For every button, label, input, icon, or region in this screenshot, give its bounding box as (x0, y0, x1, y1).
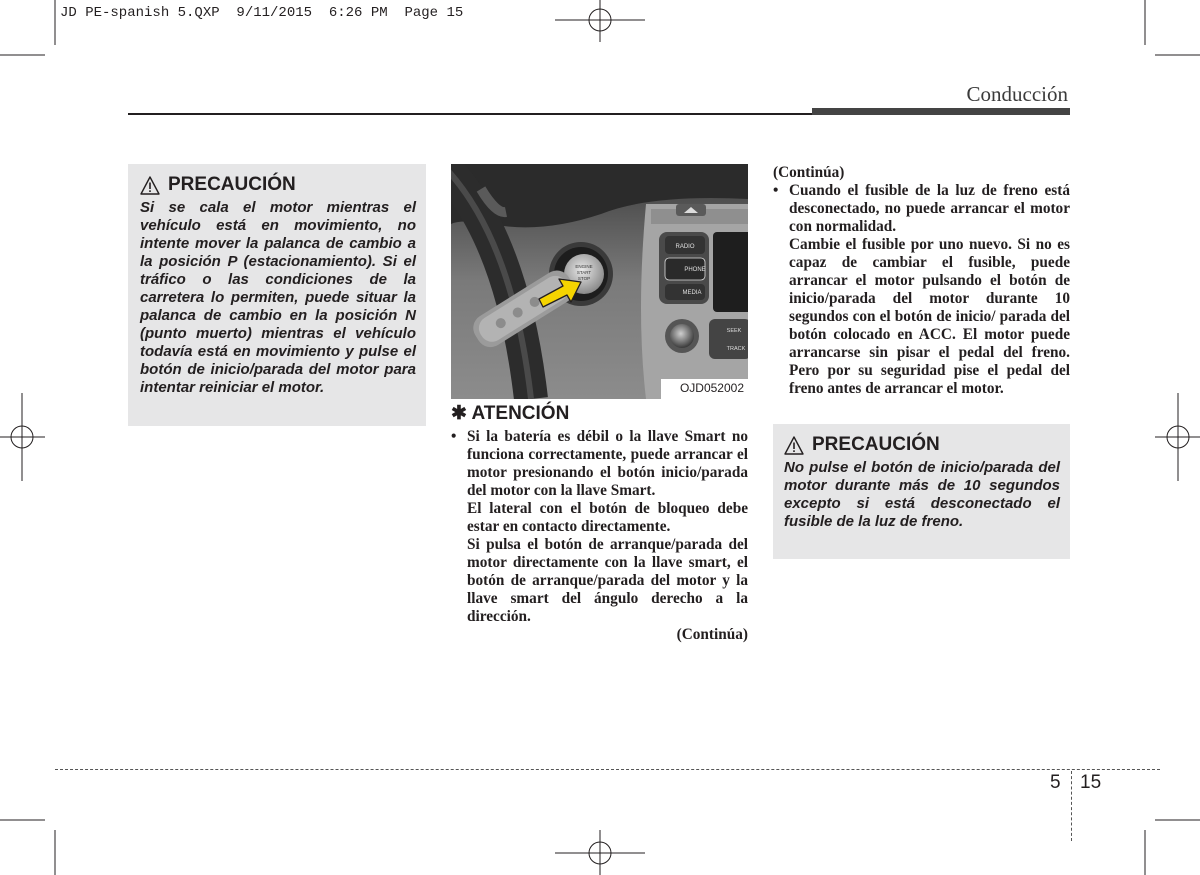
radio-label: RADIO (675, 244, 695, 250)
warning-triangle-icon (140, 176, 160, 195)
caution-box-right (773, 424, 1070, 559)
stop-label: STOP (577, 276, 591, 281)
engine-start-photo (451, 164, 748, 399)
page-number: 15 (1080, 772, 1102, 793)
media-label: MEDIA (682, 290, 702, 296)
attention-title: ✱ ATENCIÓN (451, 403, 570, 424)
caution-box-left (128, 164, 426, 426)
list-item (773, 182, 1070, 236)
dashboard-illustration (451, 164, 748, 399)
page-number-divider (1071, 771, 1072, 841)
caution-title-text: PRECAUCIÓN (812, 434, 940, 455)
caution-title-text: PRECAUCIÓN (168, 174, 296, 195)
attention-p2: El lateral con el botón de bloqueo debe estar en contacto directamente. (467, 500, 748, 535)
attention-p1: Si la batería es débil o la llave Smart no funciona correctamente, puede arrancar el motor presionando el botón inicio/parada del motor con la llave Smart. (467, 428, 748, 499)
start-label: START (576, 270, 592, 275)
footer-rule (55, 769, 1160, 770)
track-label: TRACK (726, 346, 746, 352)
chapter-number: 5 (1050, 772, 1061, 793)
caution-title (784, 434, 1060, 456)
right-column (773, 164, 1070, 398)
section-title: Conducción (966, 82, 1068, 106)
caution-title (140, 174, 416, 196)
caution-body: No pulse el botón de inicio/parada del motor durante más de 10 segundos excepto si está desconectado el fusible de la luz de freno. (784, 459, 1060, 530)
header-rule-accent (812, 108, 1070, 115)
caution-body: Si se cala el motor mientras el vehículo está en movimiento, no intente mover la palanca de cambio a la posición P (estacionamiento). Si el tráfico o las condiciones de la carretera lo permiten, puede situar la palanca de cambio en la posición N (punto muerto) mientras el vehículo todavía está en movimiento y pulse el botón de inicio/parada del motor para intentar reiniciar el motor. (140, 199, 416, 396)
right-p1: Cuando el fusible de la luz de freno está desconectado, no puede arrancar el motor con normalidad. (789, 182, 1070, 235)
warning-triangle-icon (784, 436, 804, 455)
bullet: • (451, 428, 457, 445)
right-p2: Cambie el fusible por uno nuevo. Si no es capaz de cambiar el fusible, puede arrancar el motor pulsando el botón de inicio/parada del motor durante 10 segundos con el botón de inicio/ parada del botón colocado en ACC. El motor puede arrancarse sin pisar el pedal del freno. Pero por su seguridad pise el pedal del freno antes de arrancar el motor. (789, 236, 1070, 397)
list-item (451, 428, 748, 500)
print-header: JD PE-spanish 5.QXP 9/11/2015 6:26 PM Page 15 (60, 5, 464, 21)
attention-p3: Si pulsa el botón de arranque/parada del motor directamente con la llave smart, el botón de arranque/parada del motor y la llave smart del ángulo derecho a la dirección. (467, 536, 748, 625)
phone-label: PHONE (684, 267, 706, 273)
attention-body (451, 428, 748, 644)
engine-label: ENGINE (575, 264, 593, 269)
photo-code: OJD052002 (679, 381, 744, 395)
bullet: • (773, 182, 779, 199)
continued-label: (Continúa) (676, 626, 748, 643)
seek-label: SEEK (726, 328, 742, 334)
continued-label-top: (Continúa) (773, 164, 845, 181)
